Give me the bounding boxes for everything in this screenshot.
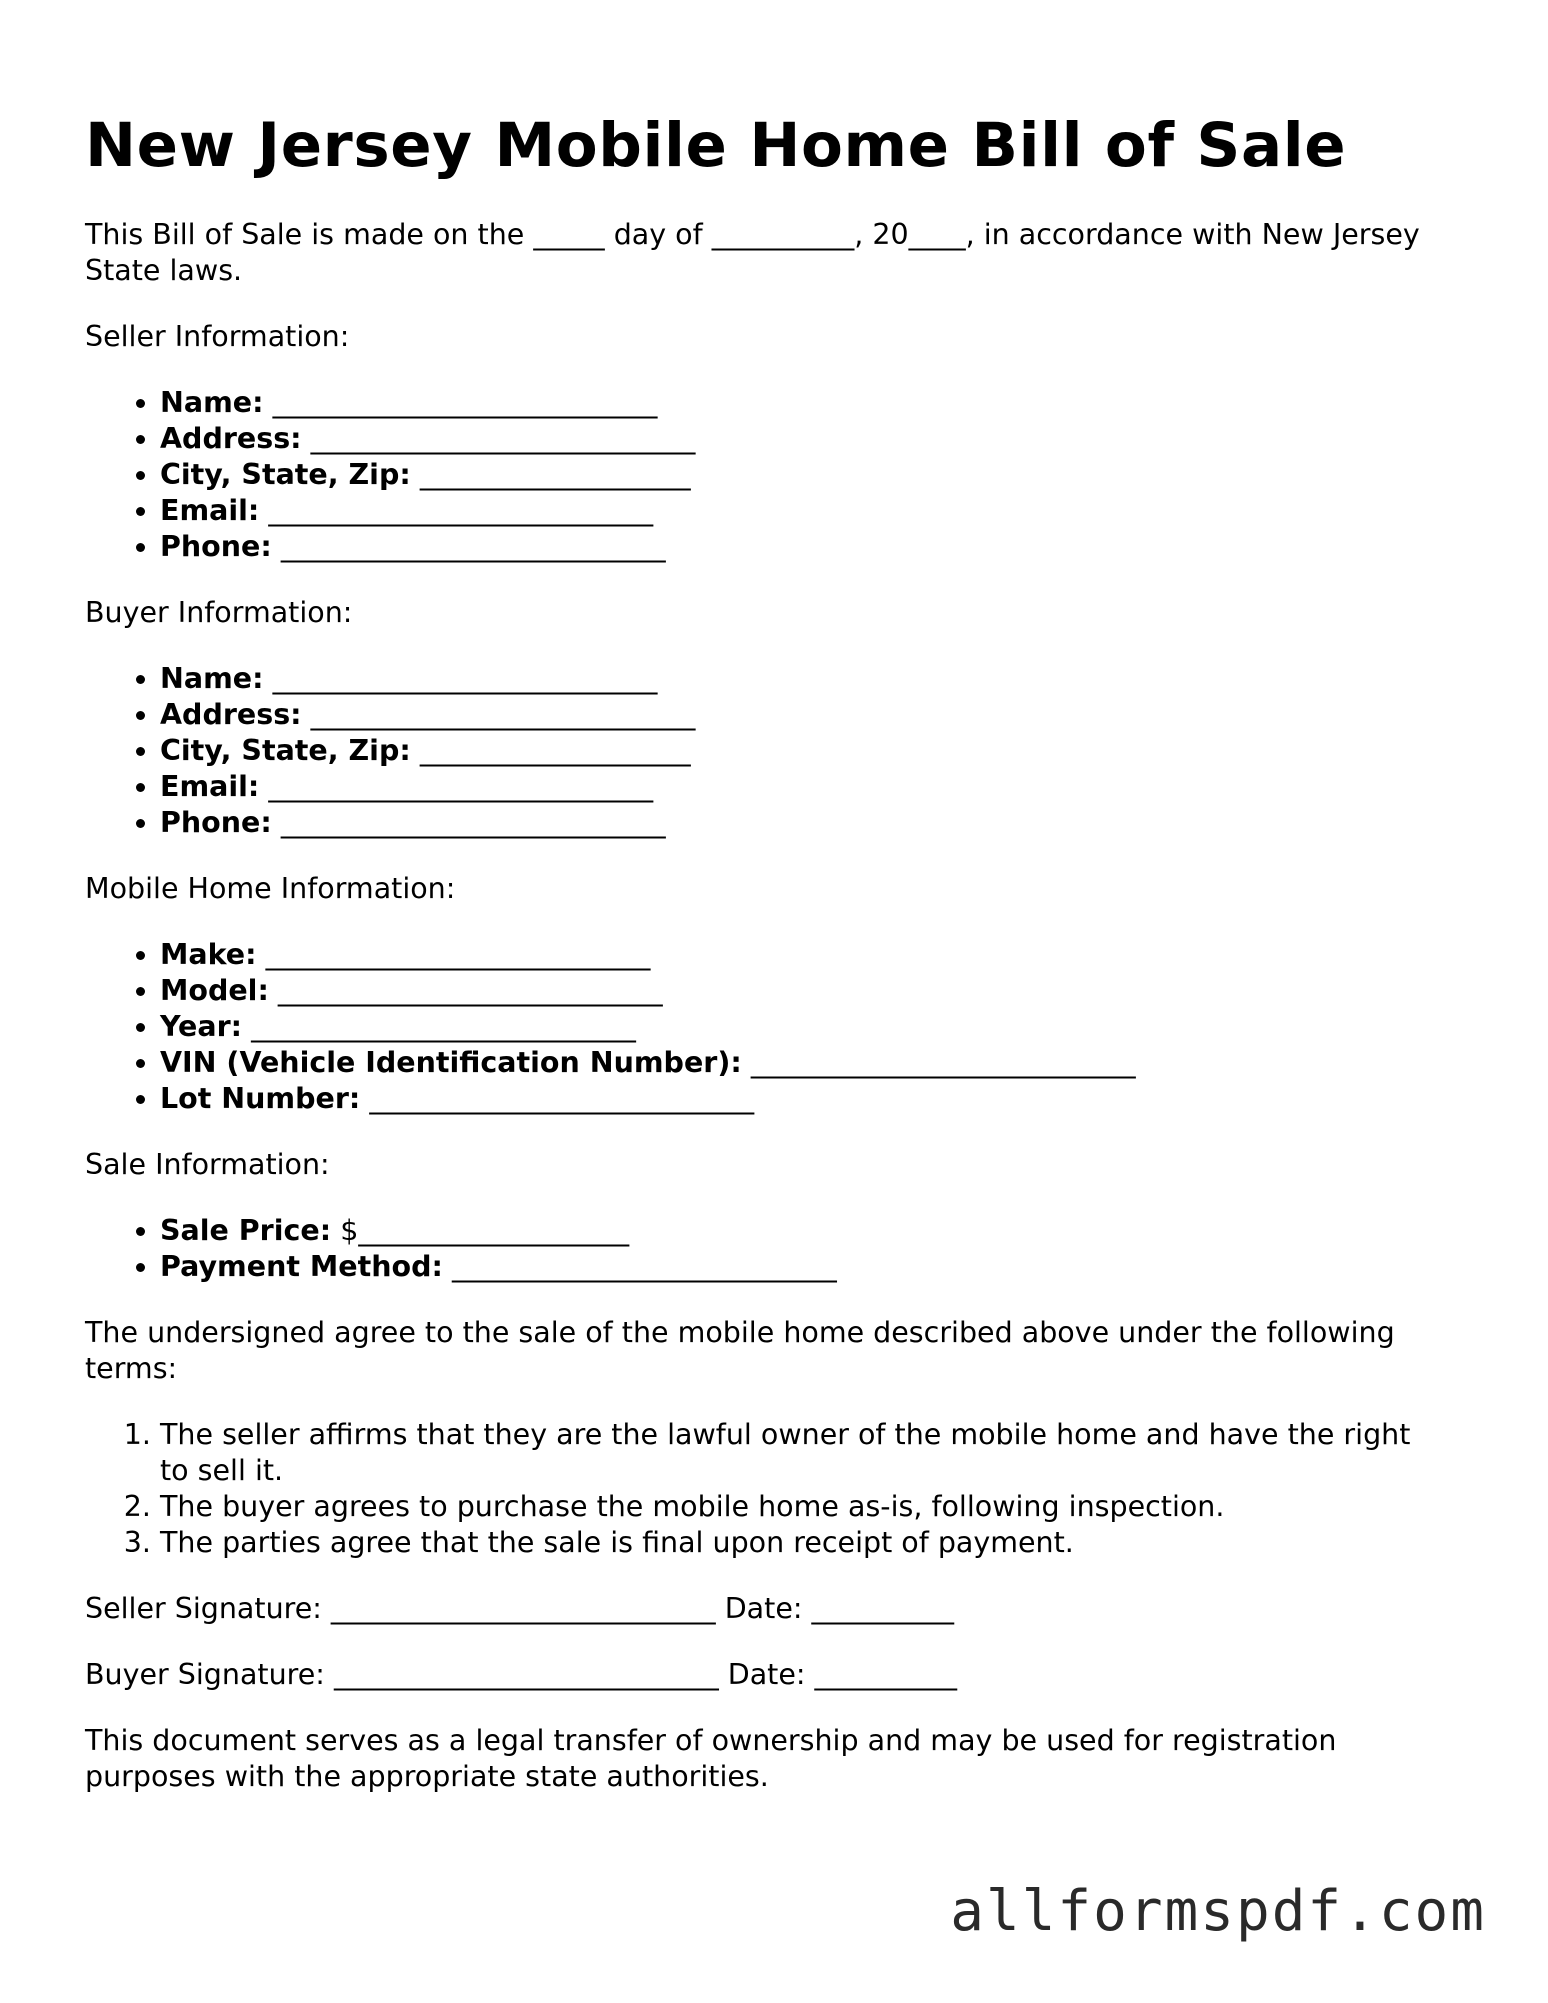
field-label: Sale Price: [160, 1214, 332, 1247]
field-label: Email: [160, 494, 260, 527]
mobile-home-field-make [160, 937, 1425, 973]
field-label: Lot Number: [160, 1082, 361, 1115]
fill-in-blank: ___________________________ [268, 770, 654, 803]
buyer-field-phone [160, 805, 1425, 841]
buyer-signature-line: Buyer Signature: ___________________________ Date: __________ [85, 1658, 958, 1691]
seller-fields-list [85, 385, 1425, 565]
mobile-home-heading: Mobile Home Information: [85, 872, 456, 905]
fill-in-blank: ___________________________ [310, 422, 696, 455]
mobile-home-field-year [160, 1009, 1425, 1045]
seller-heading: Seller Information: [85, 320, 350, 353]
field-label: Address: [160, 698, 302, 731]
fill-in-blank: ___________________________ [251, 1010, 636, 1043]
fill-in-blank: $___________________ [340, 1214, 630, 1247]
sale-field-payment-method [160, 1249, 1425, 1285]
seller-field-email [160, 493, 1425, 529]
document-title: New Jersey Mobile Home Bill of Sale [85, 110, 1347, 181]
field-label: Phone: [160, 530, 272, 563]
sale-heading: Sale Information: [85, 1148, 330, 1181]
term-item: 2. The buyer agrees to purchase the mobile home as-is, following inspection. [160, 1489, 1425, 1525]
fill-in-blank: ___________________________ [451, 1250, 837, 1283]
field-label: Payment Method: [160, 1250, 443, 1283]
seller-signature-line: Seller Signature: ___________________________ Date: __________ [85, 1592, 955, 1625]
buyer-field-address [160, 697, 1425, 733]
field-label: Make: [160, 938, 257, 971]
sale-field-price [160, 1213, 1425, 1249]
field-label: Name: [160, 662, 264, 695]
buyer-field-city-state-zip [160, 733, 1425, 769]
seller-field-phone [160, 529, 1425, 565]
fill-in-blank: ___________________________ [268, 494, 654, 527]
fill-in-blank: ___________________________ [280, 806, 666, 839]
fill-in-blank: ___________________________ [277, 974, 663, 1007]
mobile-home-fields-list [85, 937, 1425, 1117]
seller-field-name [160, 385, 1425, 421]
seller-field-address [160, 421, 1425, 457]
field-label: Address: [160, 422, 302, 455]
field-label: City, State, Zip: [160, 458, 411, 491]
fill-in-blank: ___________________________ [369, 1082, 755, 1115]
fill-in-blank: ___________________________ [265, 938, 651, 971]
fill-in-blank: ___________________________ [272, 386, 658, 419]
mobile-home-field-model [160, 973, 1425, 1009]
intro-paragraph: This Bill of Sale is made on the _____ day of __________, 20____, in accordance with New Jersey State laws. [85, 218, 1420, 287]
sale-fields-list [85, 1213, 1425, 1285]
buyer-field-name [160, 661, 1425, 697]
fill-in-blank: ___________________________ [280, 530, 666, 563]
terms-intro: The undersigned agree to the sale of the mobile home described above under the following terms: [85, 1316, 1395, 1385]
document-body [85, 217, 1425, 1825]
term-item: 3. The parties agree that the sale is final upon receipt of payment. [160, 1525, 1425, 1561]
field-label: Year: [160, 1010, 243, 1043]
fill-in-blank: ___________________________ [272, 662, 658, 695]
field-label: City, State, Zip: [160, 734, 411, 767]
seller-field-city-state-zip [160, 457, 1425, 493]
buyer-field-email [160, 769, 1425, 805]
buyer-heading: Buyer Information: [85, 596, 353, 629]
field-label: Name: [160, 386, 264, 419]
field-label: Model: [160, 974, 269, 1007]
watermark-logo: allformspdf.com [950, 1879, 1486, 1944]
mobile-home-field-lot-number [160, 1081, 1425, 1117]
terms-list [85, 1417, 1425, 1561]
fill-in-blank: ___________________________ [310, 698, 696, 731]
fill-in-blank: ___________________ [419, 458, 691, 491]
closing-paragraph: This document serves as a legal transfer of ownership and may be used for registration purposes with the appropriate state authorities. [85, 1724, 1337, 1793]
fill-in-blank: ___________________________ [750, 1046, 1136, 1079]
mobile-home-field-vin [160, 1045, 1425, 1081]
field-label: Phone: [160, 806, 272, 839]
field-label: VIN (Vehicle Identification Number): [160, 1046, 742, 1079]
buyer-fields-list [85, 661, 1425, 841]
fill-in-blank: ___________________ [419, 734, 691, 767]
field-label: Email: [160, 770, 260, 803]
term-item: 1. The seller affirms that they are the lawful owner of the mobile home and have the right to sell it. [160, 1417, 1425, 1489]
